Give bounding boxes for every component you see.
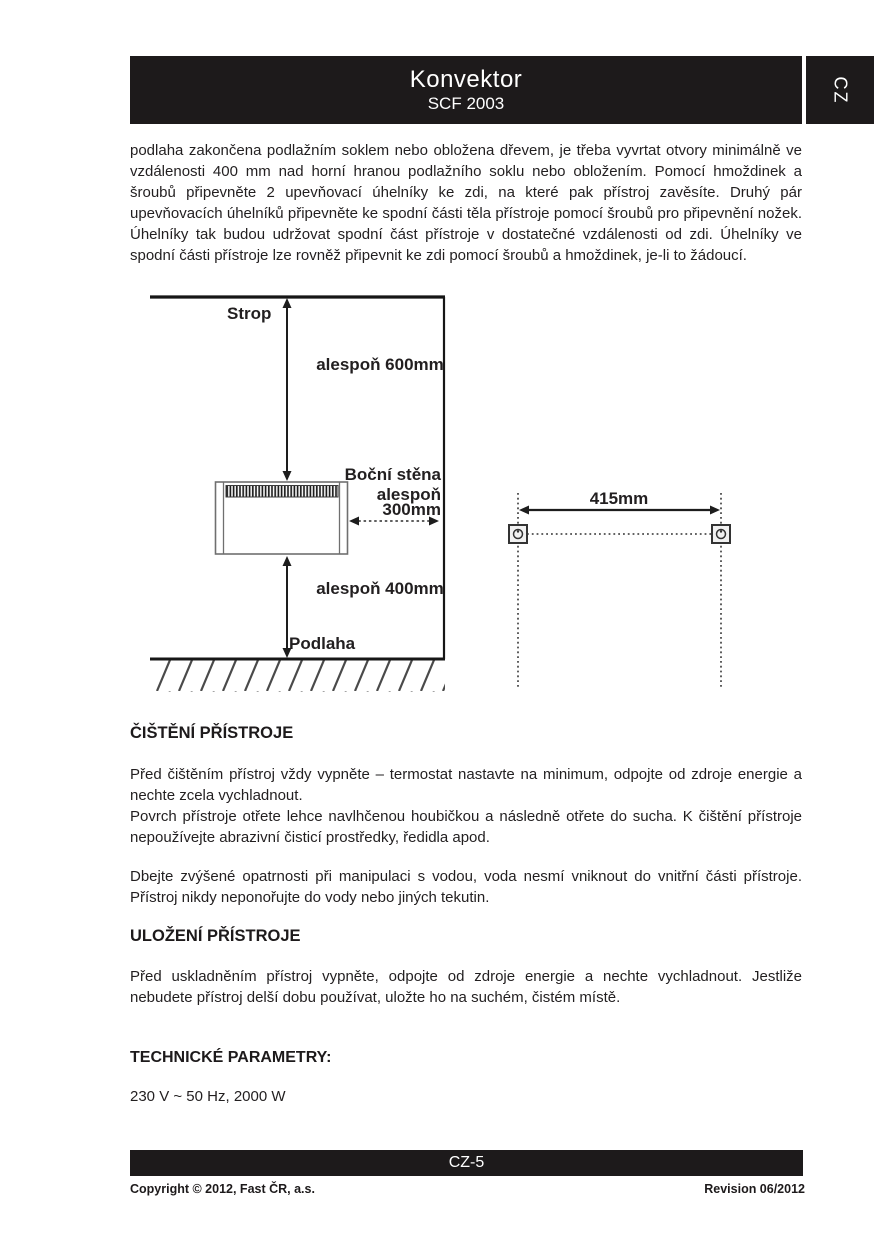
floor-hatching [150,661,445,692]
cleaning-paragraph-1: Před čištěním přístroj vždy vypněte – termostat nastavte na minimum, odpojte od zdroje energie a nechte zcela vychladnout. [130,766,802,804]
cleaning-paragraph-3: Dbejte zvýšené opatrnosti při manipulaci s vodou, voda nesmí vniknout do vnitřní části přístroje. Přístroj nikdy neponořujte do vody nebo jiných tekutin. [130,868,802,906]
footer-copyright: Copyright © 2012, Fast ČR, a.s. [130,1182,315,1196]
label-side-wall-2: alespoň [376,485,441,504]
label-side-wall-3: 300mm [382,500,441,519]
installation-diagram [130,288,810,700]
left-mounting-bracket [509,525,527,543]
intro-paragraph-text: podlaha zakončena podlažním soklem nebo obložena dřevem, je třeba vyvrtat otvory minimálně ve vzdálenosti 400 mm nad horní hranou podlažního soklu nebo obložením. Pomocí hmoždinek a šroubů připevněte 2 upevňovací úhelníky ke zdi, na které pak přístroj zavěsíte. Druhý pár upevňovacích úhelníků připevněte ke spodní části těla přístroje pomocí šroubů pro připevnění nožek. Úhelníky tak budou udržovat spodní část přístroje v dostatečné vzdálenosti od zdi. Úhelníky ve spodní části přístroje lze rovněž připevnit ke zdi pomocí šroubů a hmoždinek, je-li to žádoucí. [130,142,802,264]
wall-clearance-diagram [150,297,445,692]
convector-heater [216,482,348,554]
footer-page-label: CZ-5 [448,1154,485,1171]
label-ceiling: Strop [227,304,272,323]
right-mounting-bracket [712,525,730,543]
cleaning-paragraphs [130,764,802,848]
footer-meta-row [130,1182,805,1196]
section-title-storage: ULOŽENÍ PŘÍSTROJE [130,927,301,945]
page-title: Konvektor [409,66,523,93]
storage-paragraph-text: Před uskladněním přístroj vypněte, odpojte od zdroje energie a nechte vychladnout. Jestliže nebudete přístroj delší dobu používat, uložte ho na suchém, čistém místě. [130,968,802,1006]
footer-page-bar [130,1150,803,1176]
label-bracket-distance: 415mm [589,489,649,508]
label-top-clearance: alespoň 600mm [316,355,444,374]
tech-params-value: 230 V ~ 50 Hz, 2000 W [130,1088,286,1105]
footer-revision: Revision 06/2012 [704,1182,805,1196]
cleaning-paragraph-2: Povrch přístroje otřete lehce navlhčenou houbičkou a následně otřete do sucha. K čištění přístroje nepoužívejte abrazivní čisticí prostředky, ředidla apod. [130,808,802,846]
label-floor: Podlaha [289,634,356,653]
top-clearance-arrow [283,298,292,481]
section-title-tech-params: TECHNICKÉ PARAMETRY: [130,1049,332,1066]
bracket-spacing-diagram [509,489,730,687]
storage-paragraph [130,966,802,1008]
label-bottom-clearance: alespoň 400mm [316,579,444,598]
language-tab [806,56,874,124]
section-title-cleaning: ČIŠTĚNÍ PŘÍSTROJE [130,724,294,742]
water-warning-paragraph [130,866,802,908]
intro-paragraph [130,140,802,266]
header-bar [130,56,802,124]
model-subtitle: SCF 2003 [427,94,505,113]
installation-diagram-svg [130,288,810,700]
language-tab-label: CZ [830,76,851,104]
heater-grille [226,486,338,498]
label-side-wall-1: Boční stěna [344,465,441,484]
